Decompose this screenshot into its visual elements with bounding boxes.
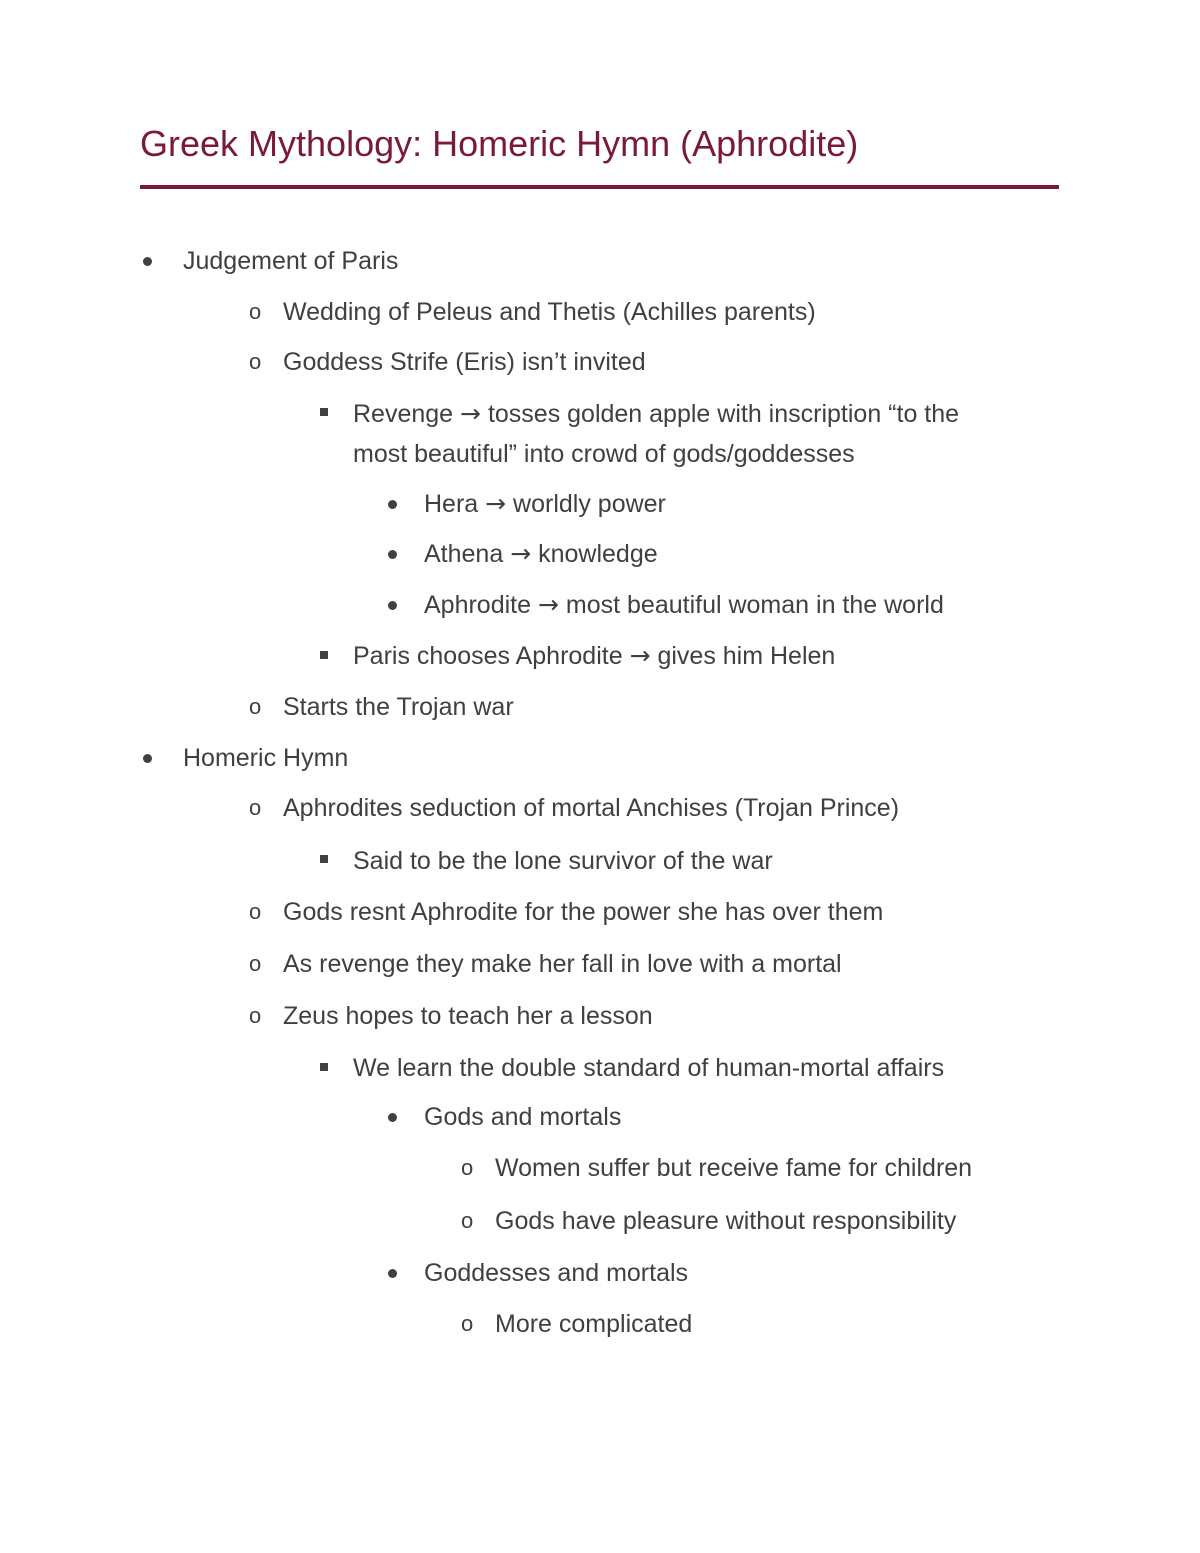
hera-label: Hera — [424, 490, 479, 518]
bullet-circle-icon: o — [249, 694, 262, 719]
document-title: Greek Mythology: Homeric Hymn (Aphrodite) — [140, 123, 859, 164]
arrow-right-icon: → — [485, 489, 507, 518]
bullet-square-icon — [320, 651, 328, 659]
outline-item-women-suffer: Women suffer but receive fame for children — [495, 1154, 973, 1182]
aphrodite-label: Aphrodite — [424, 591, 532, 619]
bullet-disc-icon — [388, 601, 397, 610]
bullet-square-icon — [320, 1063, 328, 1071]
outline-item-survivor: Said to be the lone survivor of the war — [353, 847, 773, 875]
outline-item-homeric-hymn: Homeric Hymn — [183, 744, 349, 772]
outline-item-athena — [424, 534, 658, 574]
bullet-disc-icon — [388, 500, 397, 509]
outline-item-trojan-war: Starts the Trojan war — [283, 693, 514, 721]
bullet-circle-icon: o — [249, 349, 262, 374]
bullet-disc-icon — [388, 1113, 397, 1122]
arrow-right-icon: → — [629, 641, 651, 670]
arrow-right-icon: → — [537, 590, 559, 619]
athena-label: Athena — [424, 540, 504, 568]
outline-item-gods-mortals: Gods and mortals — [424, 1103, 622, 1131]
outline-item-aphrodite — [424, 585, 944, 625]
outline-item-goddesses-mortals: Goddesses and mortals — [424, 1259, 689, 1287]
outline-item-revenge-mortal: As revenge they make her fall in love with a mortal — [283, 950, 842, 978]
outline-item-revenge — [353, 394, 959, 434]
outline-item-resent: Gods resnt Aphrodite for the power she has over them — [283, 898, 884, 926]
bullet-disc-icon — [143, 754, 152, 763]
outline-item-eris: Goddess Strife (Eris) isn’t invited — [283, 348, 646, 376]
bullet-circle-icon: o — [249, 899, 262, 924]
bullet-circle-icon: o — [249, 795, 262, 820]
hera-detail: worldly power — [513, 490, 666, 518]
bullet-square-icon — [320, 855, 328, 863]
title-underline — [140, 185, 1059, 189]
outline-item-paris-chooses — [353, 636, 835, 676]
bullet-disc-icon — [388, 550, 397, 559]
outline-item-judgement: Judgement of Paris — [183, 247, 399, 275]
revenge-label: Revenge — [353, 400, 454, 428]
aphrodite-detail: most beautiful woman in the world — [565, 591, 944, 619]
bullet-circle-icon: o — [249, 951, 262, 976]
bullet-circle-icon: o — [249, 1003, 262, 1028]
revenge-detail: tosses golden apple with inscription “to the — [487, 400, 960, 428]
bullet-circle-icon: o — [461, 1311, 474, 1336]
outline-item-seduction: Aphrodites seduction of mortal Anchises (Trojan Prince) — [283, 794, 900, 822]
outline-item-gods-pleasure: Gods have pleasure without responsibility — [495, 1207, 957, 1235]
bullet-disc-icon — [143, 257, 152, 266]
outline-item-wedding: Wedding of Peleus and Thetis (Achilles parents) — [283, 298, 816, 326]
bullet-circle-icon: o — [461, 1155, 474, 1180]
arrow-right-icon: → — [510, 539, 532, 568]
outline-item-double-standard: We learn the double standard of human-mortal affairs — [353, 1054, 945, 1082]
bullet-square-icon — [320, 408, 328, 416]
paris-label: Paris chooses Aphrodite — [353, 642, 623, 670]
bullet-disc-icon — [388, 1269, 397, 1278]
outline-item-revenge-continued: most beautiful” into crowd of gods/goddesses — [353, 440, 855, 468]
athena-detail: knowledge — [538, 540, 658, 568]
bullet-circle-icon: o — [461, 1208, 474, 1233]
paris-detail: gives him Helen — [657, 642, 836, 670]
outline-item-zeus: Zeus hopes to teach her a lesson — [283, 1002, 653, 1030]
outline-item-hera — [424, 484, 666, 524]
arrow-right-icon: → — [460, 399, 481, 428]
outline-item-complicated: More complicated — [495, 1310, 693, 1338]
bullet-circle-icon: o — [249, 299, 262, 324]
